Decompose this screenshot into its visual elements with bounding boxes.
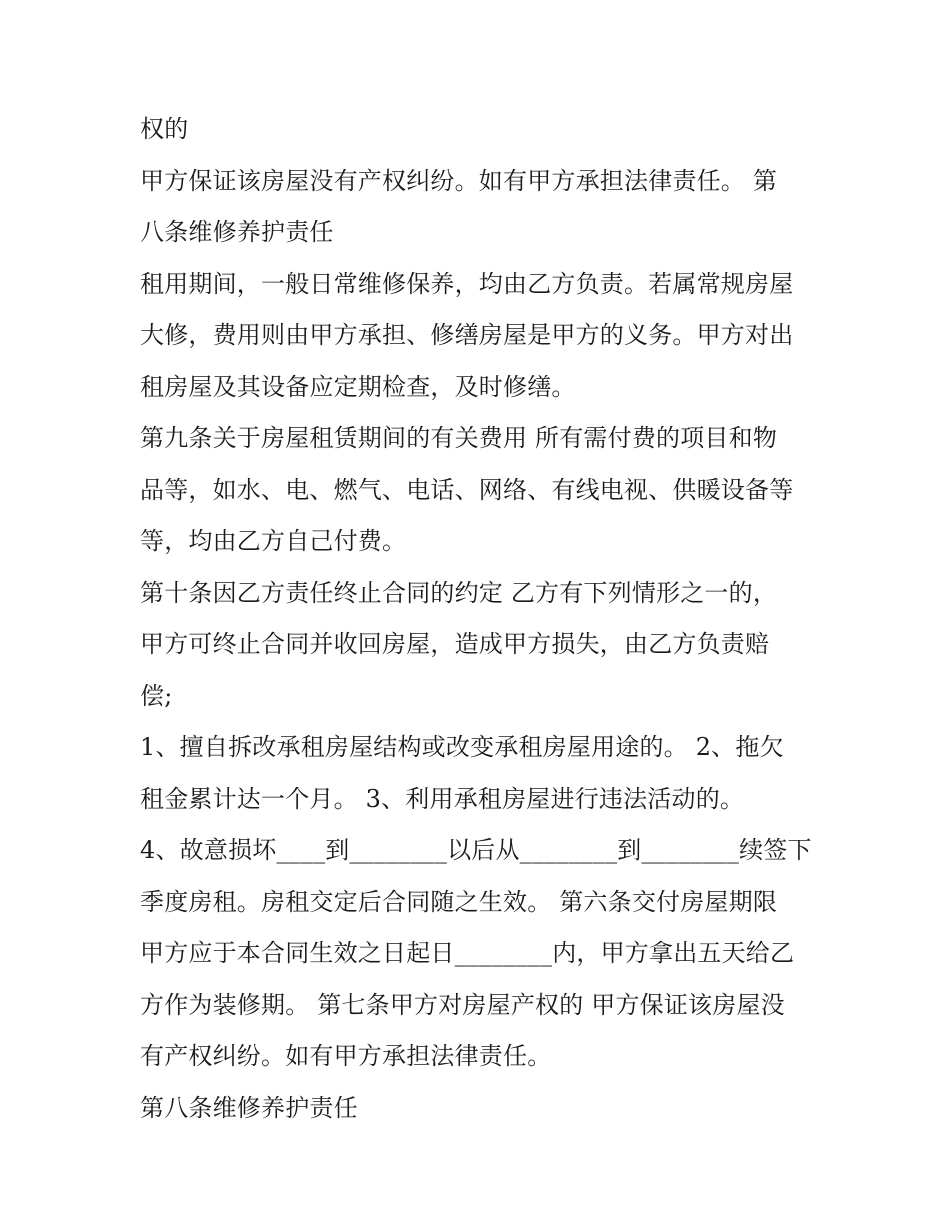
text-line: 租房屋及其设备应定期检查，及时修缮。 — [140, 372, 576, 401]
text-line: 第十条因乙方责任终止合同的约定 乙方有下列情形之一的， — [140, 578, 778, 607]
text-line: 第八条维修养护责任 — [140, 1093, 358, 1122]
text-line: 有产权纠纷。如有甲方承担法律责任。 — [140, 1042, 552, 1070]
text-line: 1、擅自拆改承租房屋结构或改变承租房屋用途的。 2、拖欠 — [140, 733, 784, 761]
text-line: 第九条关于房屋租赁期间的有关费用 所有需付费的项目和物 — [140, 424, 778, 452]
text-line: 4、故意损坏____到________以后从________到________续签下 — [140, 836, 812, 864]
text-line: 大修，费用则由甲方承担、修缮房屋是甲方的义务。甲方对出 — [140, 321, 794, 349]
text-line: 租用期间，一般日常维修保养，均由乙方负责。若属常规房屋 — [140, 269, 794, 298]
text-line: 租金累计达一个月。 3、利用承租房屋进行违法活动的。 — [140, 784, 745, 813]
text-line: 季度房租。房租交定后合同随之生效。 第六条交付房屋期限 — [140, 887, 778, 916]
document-body — [140, 104, 820, 1134]
text-line: 偿; — [140, 681, 173, 710]
text-line: 等，均由乙方自己付费。 — [140, 527, 407, 555]
text-line: 八条维修养护责任 — [140, 218, 334, 246]
text-line: 甲方应于本合同生效之日起日________内，甲方拿出五天给乙 — [140, 939, 795, 967]
text-line: 权的 — [140, 115, 189, 143]
text-line: 方作为装修期。 第七条甲方对房屋产权的 甲方保证该房屋没 — [140, 990, 785, 1019]
text-line: 品等，如水、电、燃气、电话、网络、有线电视、供暖设备等 — [140, 475, 794, 504]
text-line: 甲方保证该房屋没有产权纠纷。如有甲方承担法律责任。 第 — [140, 166, 778, 195]
text-line: 甲方可终止合同并收回房屋，造成甲方损失，由乙方负责赔 — [140, 630, 770, 658]
